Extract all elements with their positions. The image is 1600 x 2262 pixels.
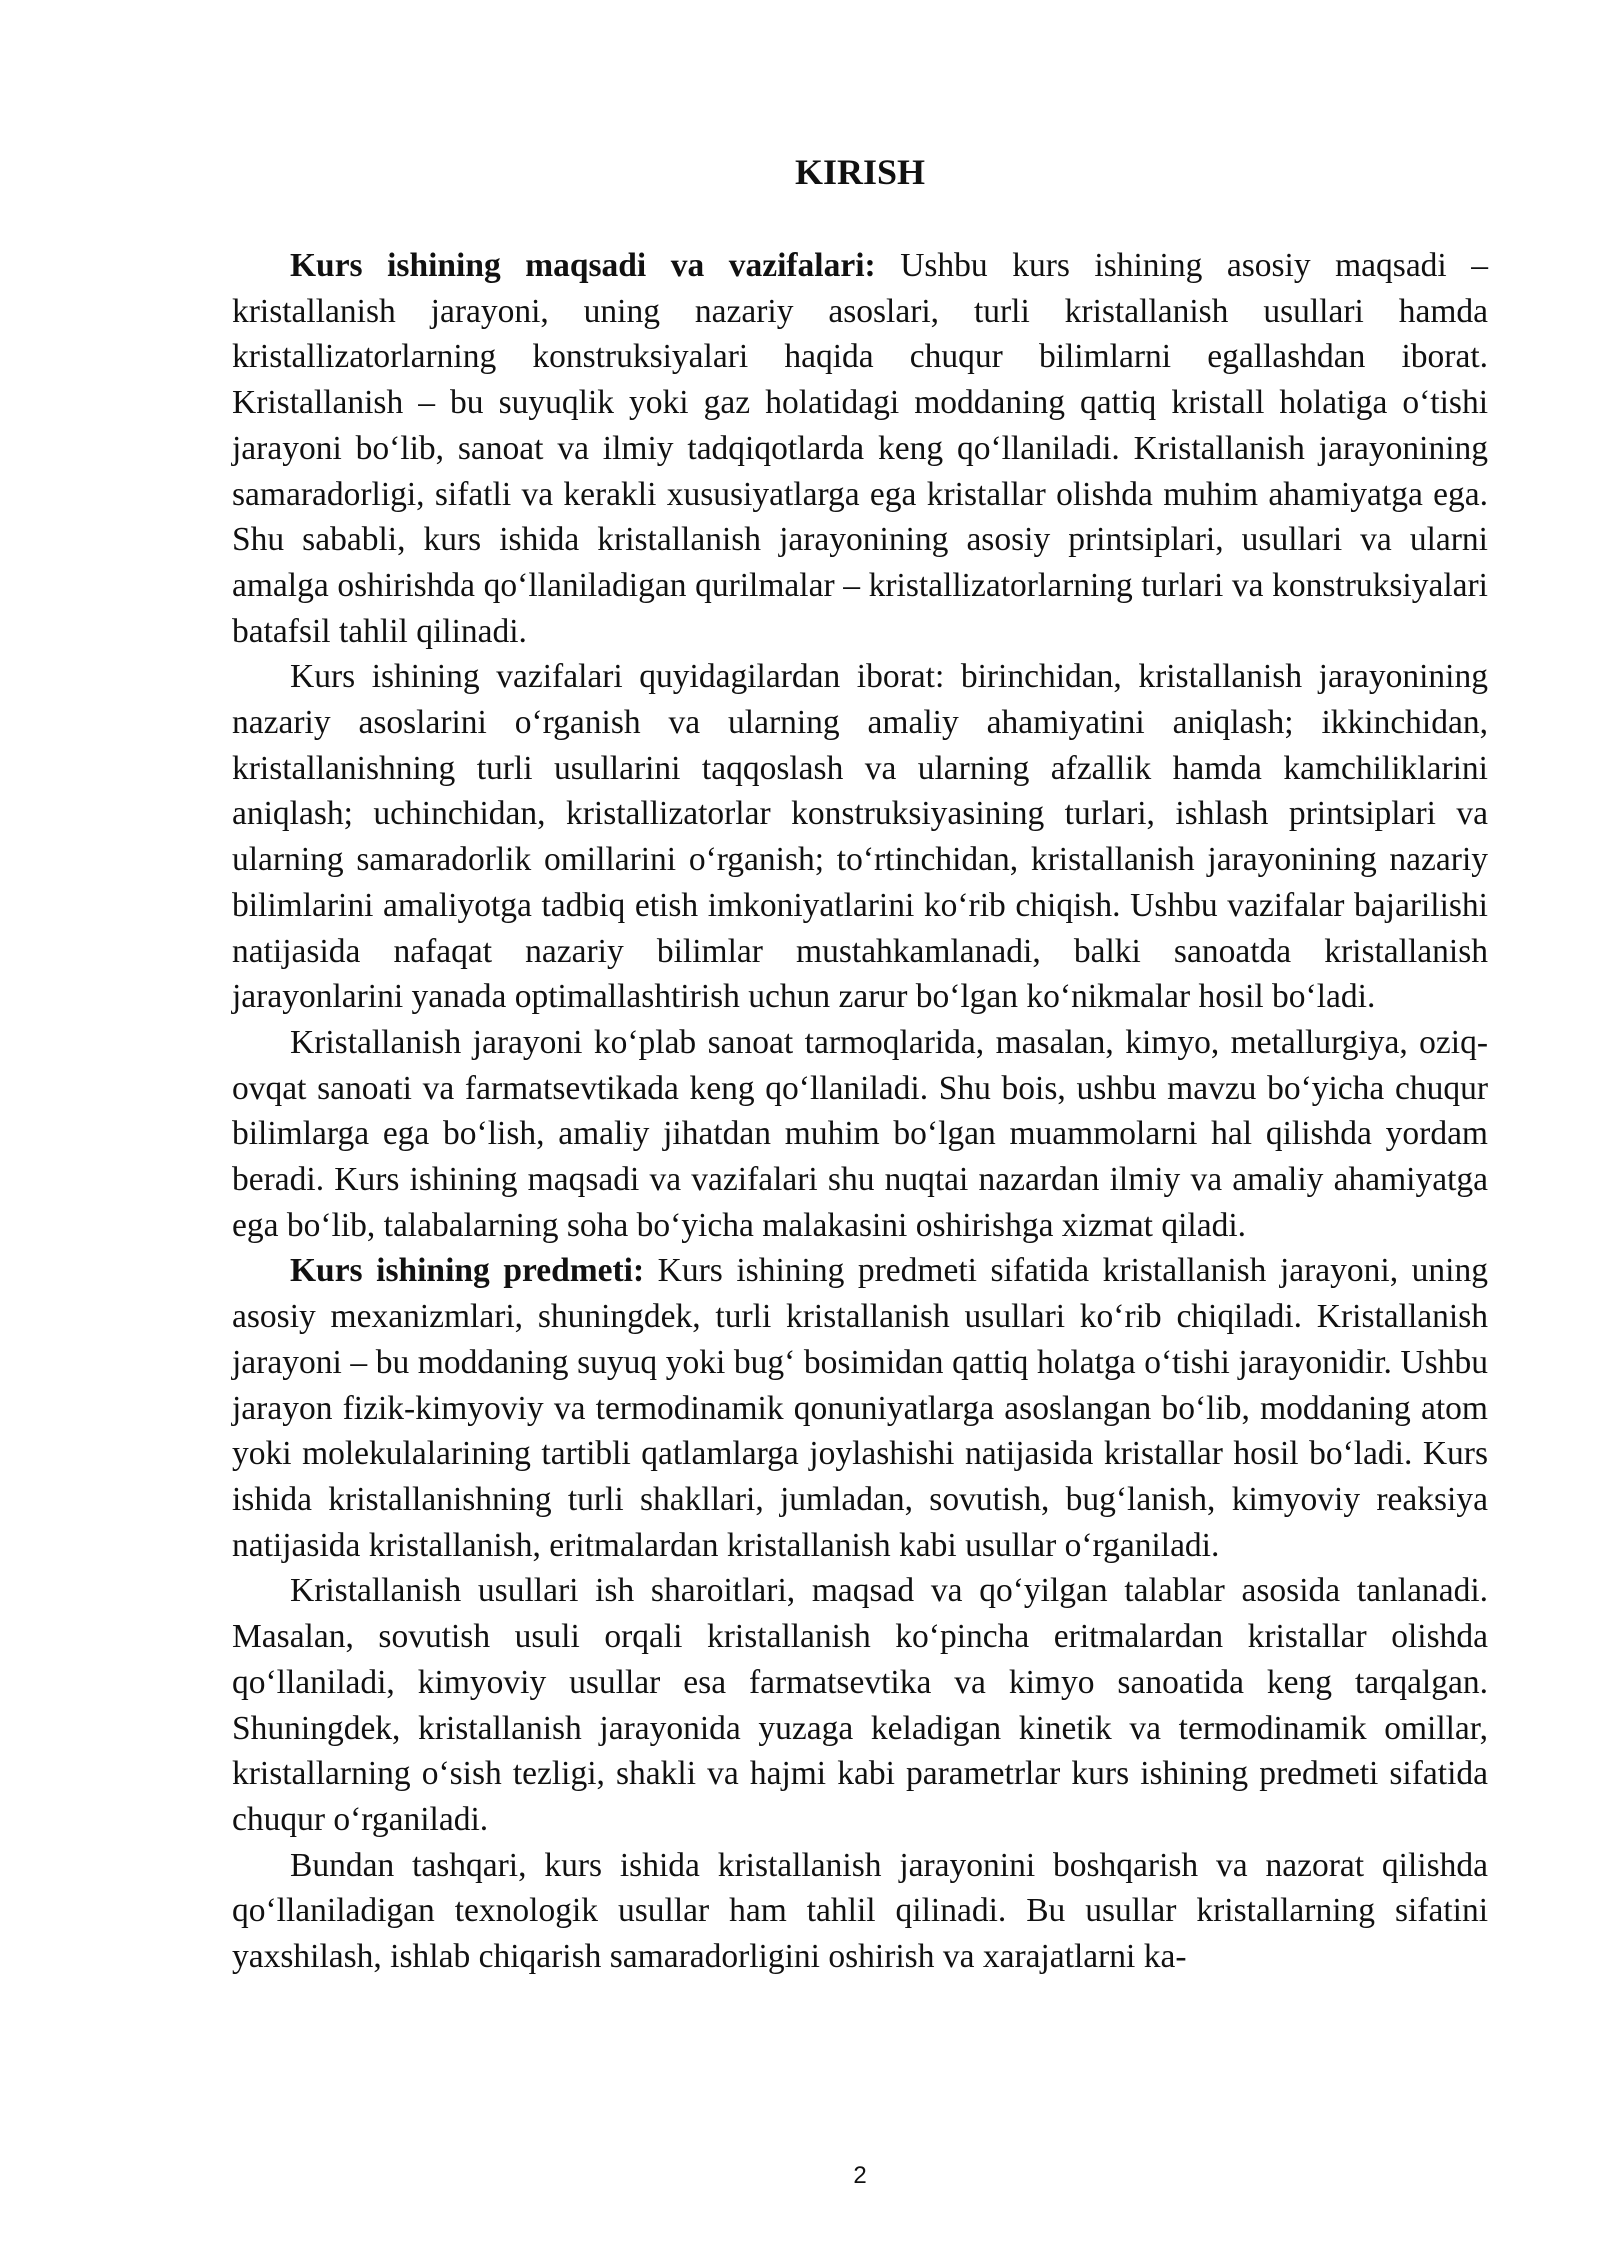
- paragraph-methods: [232, 1568, 1488, 1842]
- document-page: [232, 0, 1488, 2262]
- paragraph-text: Kurs ishining predmeti sifatida kristallanish jarayoni, uning asosiy mexanizmlari, shuningdek, turli kristallanish usullari ko‘rib chiqiladi. Kristallanish jarayoni – bu moddaning suyuq yoki bug‘ bosimidan qattiq holatga o‘tishi jarayonidir. Ushbu jarayon fizik-kimyoviy va termodinamik qonuniyatlarga asoslangan bo‘lib, moddaning atom yoki molekulalarining tartibli qatlamlarga joylashishi natijasida kristallar hosil bo‘ladi. Kurs ishida kristallanishning turli shakllari, jumladan, sovutish, bug‘lanish, kimyoviy reaksiya natijasida kristallanish, eritmalardan kristallanish kabi usullar o‘rganiladi.: [232, 1252, 1488, 1564]
- paragraph-tasks: [232, 654, 1488, 1020]
- paragraph-text: Bundan tashqari, kurs ishida kristallanish jarayonini boshqarish va nazorat qilishda qo‘llaniladigan texnologik usullar ham tahlil qilinadi. Bu usullar kristallarning sifatini yaxshilash, ishlab chiqarish samaradorligini oshirish va xarajatlarni ka-: [232, 1846, 1488, 1976]
- paragraph-text: Kristallanish usullari ish sharoitlari, maqsad va qo‘yilgan talablar asosida tanlanadi. Masalan, sovutish usuli orqali kristallanish ko‘pincha eritmalardan kristallar olishda qo‘llaniladi, kimyoviy usullar esa farmatsevtika va kimyo sanoatida keng tarqalgan. Shuningdek, kristallanish jarayonida yuzaga keladigan kinetik va termodinamik omillar, kristallarning o‘sish tezligi, shakli va hajmi kabi parametrlar kurs ishining predmeti sifatida chuqur o‘rganiladi.: [232, 1572, 1488, 1838]
- paragraph-text: Kristallanish jarayoni ko‘plab sanoat tarmoqlarida, masalan, kimyo, metallurgiya, oziq-ovqat sanoati va farmatsevtikada keng qo‘llaniladi. Shu bois, ushbu mavzu bo‘yicha chuqur bilimlarga ega bo‘lish, amaliy jihatdan muhim bo‘lgan muammolarni hal qilishda yordam beradi. Kurs ishining maqsadi va vazifalari shu nuqtai nazardan ilmiy va amaliy ahamiyatga ega bo‘lib, talabalarning soha bo‘yicha malakasini oshirishga xizmat qiladi.: [232, 1023, 1488, 1244]
- paragraph-relevance: [232, 1020, 1488, 1249]
- paragraph-goals: [232, 243, 1488, 654]
- paragraph-lead: Kurs ishining predmeti:: [290, 1252, 645, 1290]
- paragraph-lead: Kurs ishining maqsadi va vazifalari:: [290, 247, 876, 284]
- body-text: [232, 243, 1488, 1980]
- page-number: 2: [853, 2162, 867, 2189]
- paragraph-text: Kurs ishining vazifalari quyidagilardan iborat: birinchidan, kristallanish jarayonining nazariy asoslarini o‘rganish va ularning amaliy ahamiyatini aniqlash; ikkinchidan, kristallanishning turli usullarini taqqoslash va ularning afzallik hamda kamchiliklarini aniqlash; uchinchidan, kristallizatorlar konstruksiyasining turlari, ishlash printsiplari va ularning samaradorlik omillarini o‘rganish; to‘rtinchidan, kristallanish jarayonining nazariy bilimlarini amaliyotga tadbiq etish imkoniyatlarini ko‘rib chiqish. Ushbu vazifalar bajarilishi natijasida nafaqat nazariy bilimlar mustahkamlanadi, balki sanoatda kristallanish jarayonlarini yanada optimallashtirish uchun zarur bo‘lgan ko‘nikmalar hosil bo‘ladi.: [232, 658, 1488, 1016]
- section-title: KIRISH: [794, 152, 926, 192]
- paragraph-text: Ushbu kurs ishining asosiy maqsadi – kristallanish jarayoni, uning nazariy asoslari, turli kristallanish usullari hamda kristallizatorlarning konstruksiyalari haqida chuqur bilimlarni egallashdan iborat. Kristallanish – bu suyuqlik yoki gaz holatidagi moddaning qattiq kristall holatiga o‘tishi jarayoni bo‘lib, sanoat va ilmiy tadqiqotlarda keng qo‘llaniladi. Kristallanish jarayonining samaradorligi, sifatli va kerakli xususiyatlarga ega kristallar olishda muhim ahamiyatga ega. Shu sababli, kurs ishida kristallanish jarayonining asosiy printsiplari, usullari va ularni amalga oshirishda qo‘llaniladigan qurilmalar – kristallizatorlarning turlari va konstruksiyalari batafsil tahlil qilinadi.: [232, 247, 1488, 650]
- paragraph-control: [232, 1843, 1488, 1980]
- paragraph-subject: [232, 1248, 1488, 1568]
